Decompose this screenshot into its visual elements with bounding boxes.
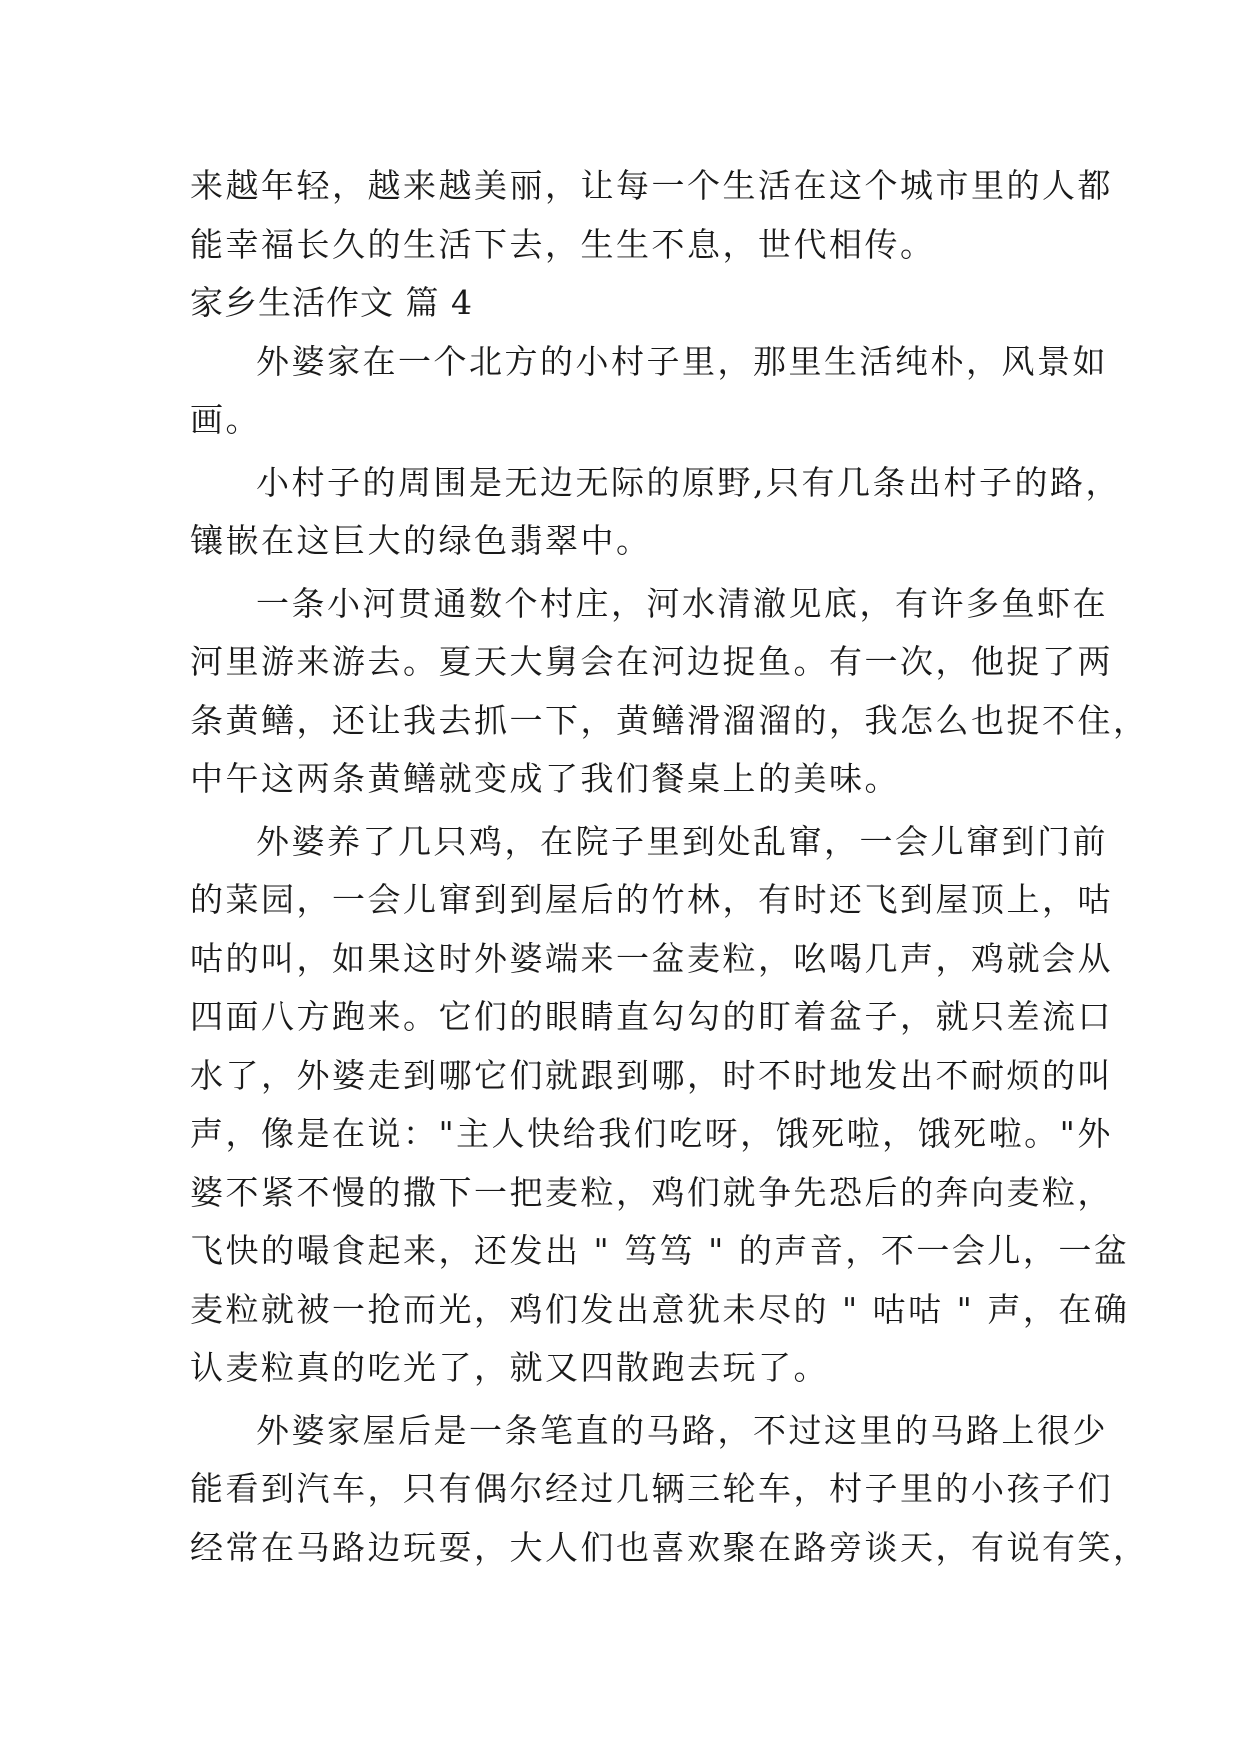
document-body — [190, 157, 1149, 1577]
body-line: 婆不紧不慢的撒下一把麦粒，鸡们就争先恐后的奔向麦粒， — [190, 1172, 1113, 1212]
body-line: 声，像是在说："主人快给我们吃呀，饿死啦，饿死啦。"外 — [190, 1114, 1113, 1153]
body-line: 飞快的嘬食起来，还发出 " 笃笃 " 的声音，不一会儿，一盆 — [190, 1231, 1130, 1270]
body-line: 条黄鳝，还让我去抓一下，黄鳝滑溜溜的，我怎么也捉不住， — [190, 700, 1149, 740]
section-heading: 家乡生活作文 篇 4 — [190, 283, 473, 322]
body-line: 能幸福长久的生活下去，生生不息，世代相传。 — [190, 224, 936, 264]
body-line: 咕的叫，如果这时外婆端来一盆麦粒，吆喝几声，鸡就会从 — [190, 938, 1113, 978]
body-line: 河里游来游去。夏天大舅会在河边捉鱼。有一次，他捉了两 — [190, 642, 1113, 681]
body-line: 画。 — [190, 400, 261, 439]
paragraph — [190, 333, 1108, 450]
body-line: 水了，外婆走到哪它们就跟到哪，时不时地发出不耐烦的叫 — [190, 1055, 1113, 1095]
paragraph — [190, 454, 1121, 571]
body-line: 来越年轻，越来越美丽，让每一个生活在这个城市里的人都 — [190, 166, 1113, 205]
body-line: 认麦粒真的吃光了，就又四散跑去玩了。 — [190, 1348, 829, 1387]
body-line: 外婆家在一个北方的小村子里，那里生活纯朴，风景如 — [256, 341, 1108, 381]
paragraph — [190, 1402, 1149, 1578]
body-line: 镶嵌在这巨大的绿色翡翠中。 — [190, 521, 652, 560]
body-line: 的菜园，一会儿窜到到屋后的竹林，有时还飞到屋顶上，咕 — [190, 880, 1113, 919]
body-line: 能看到汽车，只有偶尔经过几辆三轮车，村子里的小孩子们 — [190, 1469, 1113, 1508]
body-line: 外婆家屋后是一条笔直的马路，不过这里的马路上很少 — [256, 1410, 1108, 1450]
paragraph — [190, 813, 1130, 1398]
body-line: 小村子的周围是无边无际的原野,只有几条出村子的路， — [256, 462, 1121, 502]
body-line: 经常在马路边玩耍，大人们也喜欢聚在路旁谈天，有说有笑， — [190, 1527, 1149, 1567]
body-line: 四面八方跑来。它们的眼睛直勾勾的盯着盆子，就只差流口 — [190, 997, 1113, 1036]
paragraph — [190, 575, 1149, 809]
body-line: 一条小河贯通数个村庄，河水清澈见底，有许多鱼虾在 — [256, 583, 1108, 623]
body-line: 中午这两条黄鳝就变成了我们餐桌上的美味。 — [190, 759, 900, 798]
body-line: 外婆养了几只鸡，在院子里到处乱窜，一会儿窜到门前 — [256, 821, 1108, 861]
body-line: 麦粒就被一抢而光，鸡们发出意犹未尽的 " 咕咕 " 声，在确 — [190, 1289, 1130, 1329]
